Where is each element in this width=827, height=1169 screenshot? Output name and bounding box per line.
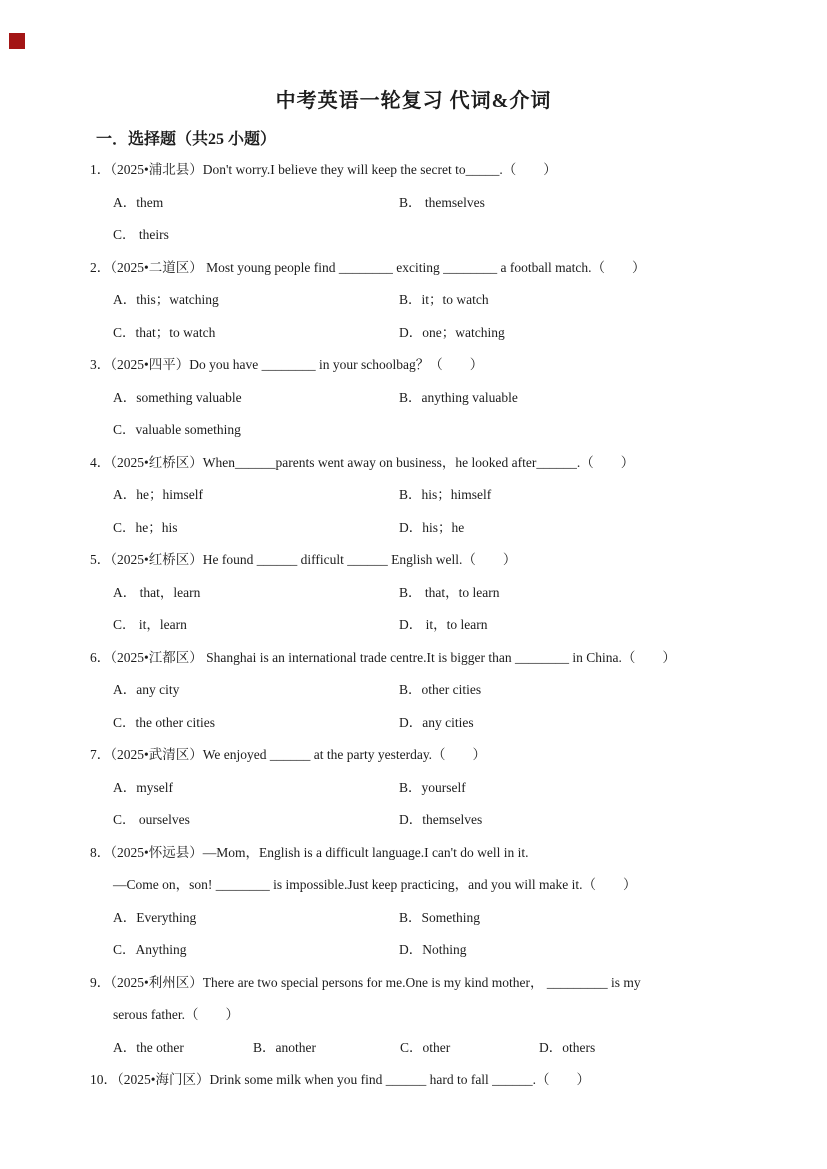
question-stem-line: 3．（2025•四平）Do you have ________ in your schoolbag？（ ） [90,357,484,372]
option-cell: C．the other cities [113,714,215,730]
option-cell: C． theirs [113,227,169,242]
option-cell: B． that，to learn [399,584,500,600]
option-cell: C．Anything [113,942,187,957]
option-row [90,609,820,642]
option-row [90,414,820,447]
option-row [90,317,820,350]
option-cell: C． ourselves [113,812,190,827]
option-row [90,577,820,610]
option-cell: A．something valuable [113,389,242,405]
option-cell: C．other [400,1039,451,1055]
option-row [90,934,820,967]
option-row [90,219,820,252]
option-row [90,674,820,707]
question-stem-line: 1．（2025•浦北县）Don't worry.I believe they will keep the secret to_____.（ ） [90,162,557,177]
option-row [90,284,820,317]
page-marker [9,33,25,49]
option-row [90,479,820,512]
question-stem-line: 9．（2025•利州区）There are two special persons for me.One is my kind mother， _________ is my [90,974,641,990]
question-stem-line: 7．（2025•武清区）We enjoyed ______ at the party yesterday.（ ） [90,747,487,762]
option-cell: A．any city [113,682,180,697]
option-cell: A．he；himself [113,487,203,502]
question-stem-line: —Come on，son! ________ is impossible.Just keep practicing，and you will make it.（ ） [113,877,637,892]
option-row [90,1032,820,1065]
option-cell: A．this；watching [113,292,219,307]
option-row [90,512,820,545]
question-stem-line: 10．（2025•海门区）Drink some milk when you find ______ hard to fall ______.（ ） [90,1072,591,1087]
option-cell: A．them [113,194,164,210]
page-title: 中考英语一轮复习 代词&介词 [275,90,552,112]
question-list [90,154,820,1097]
question-stem-line: 8．（2025•怀远县）—Mom，English is a difficult language.I can't do well in it. [90,844,529,860]
option-cell: D．others [539,1039,596,1055]
option-cell: B．Something [399,909,481,925]
option-cell: C．valuable something [113,422,241,437]
option-cell: C．he；his [113,519,178,535]
option-cell: B．his；himself [399,487,492,502]
option-cell: D．Nothing [399,942,467,957]
option-cell: B．it；to watch [399,292,489,307]
option-cell: D． it，to learn [399,617,488,632]
option-row [90,804,820,837]
option-row [90,707,820,740]
option-cell: C． it，learn [113,617,187,632]
option-cell: D．themselves [399,812,483,827]
option-cell: B． themselves [399,194,485,210]
option-row [90,187,820,220]
option-row [90,772,820,805]
question-stem-line: serous father.（ ） [113,1007,239,1022]
option-cell: B．another [253,1039,316,1055]
option-row [90,902,820,935]
section-heading: 一．选择题（共25 小题） [96,131,277,148]
question-stem-line: 4．（2025•红桥区）When______parents went away on business，he looked after______.（ ） [90,454,635,470]
option-cell: D．any cities [399,714,474,730]
option-row [90,382,820,415]
option-cell: B．anything valuable [399,389,518,405]
option-cell: C．that；to watch [113,324,216,340]
question-stem-line: 6．（2025•江都区） Shanghai is an international trade centre.It is bigger than ________ in China.（ ） [90,649,676,665]
option-cell: A．myself [113,779,173,795]
option-cell: A．Everything [113,909,197,925]
option-cell: A．the other [113,1039,184,1055]
option-cell: D．one；watching [399,324,505,340]
option-cell: D．his；he [399,519,465,535]
option-cell: A． that，learn [113,584,201,600]
option-cell: B．yourself [399,779,466,795]
option-cell: B．other cities [399,682,482,697]
question-stem-line: 5．（2025•红桥区）He found ______ difficult ______ English well.（ ） [90,552,517,567]
question-stem-line: 2．（2025•二道区） Most young people find ________ exciting ________ a football match.（ ） [90,259,646,275]
